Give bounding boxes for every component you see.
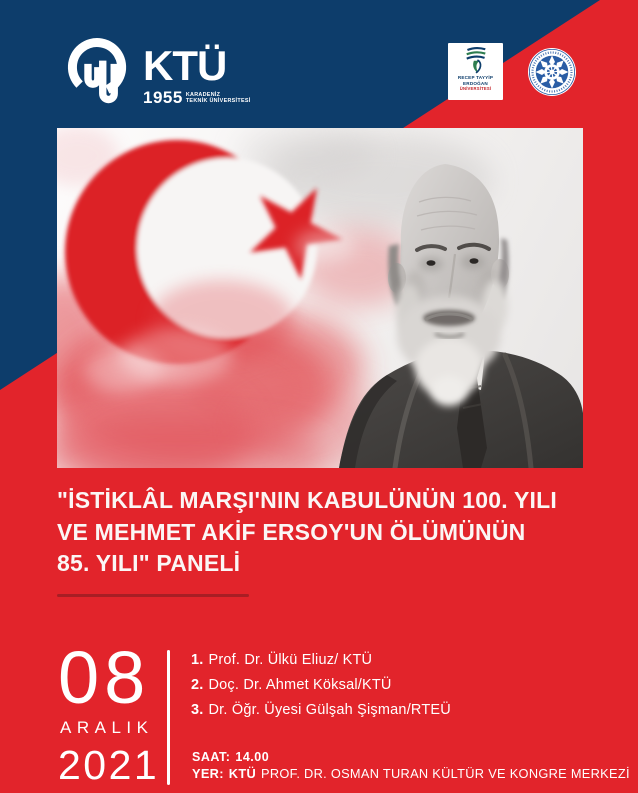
- ktu-university-name: [186, 92, 251, 109]
- speaker-name: Prof. Dr. Ülkü Eliuz/ KTÜ: [208, 652, 373, 668]
- rte-name-line3: ÜNİVERSİTESİ: [459, 86, 492, 92]
- title-divider: [57, 594, 249, 597]
- speaker-item: [191, 648, 451, 673]
- speaker-number: 3.: [191, 702, 204, 718]
- speaker-name: Dr. Öğr. Üyesi Gülşah Şişman/RTEÜ: [208, 702, 451, 718]
- date-separator-line: [167, 650, 170, 785]
- title-line3: 85. YILI" PANELİ: [57, 550, 241, 576]
- speaker-item: [191, 673, 451, 698]
- circular-emblem-logo-icon: [527, 47, 577, 97]
- rte-name-line2: ERDOĞAN: [463, 80, 488, 86]
- speaker-item: [191, 698, 451, 723]
- venue-rest: PROF. DR. OSMAN TURAN KÜLTÜR VE KONGRE MERKEZİ: [260, 766, 630, 781]
- ktu-name-line1: KARADENİZ: [185, 91, 221, 98]
- rte-university-logo: [448, 43, 503, 100]
- speaker-number: 2.: [191, 677, 204, 693]
- speaker-number: 1.: [191, 652, 204, 668]
- ktu-emblem-icon: [56, 36, 138, 118]
- speaker-name: Doç. Dr. Ahmet Köksal/KTÜ: [208, 677, 392, 693]
- ktu-founding-year: 1955: [143, 88, 183, 107]
- hero-art: [57, 128, 583, 468]
- ktu-logo: [56, 36, 251, 118]
- rte-logo-mark-icon: [458, 45, 494, 75]
- event-month: ARALIK: [60, 718, 154, 737]
- speaker-list: [191, 648, 451, 723]
- ktu-logo-text: [143, 36, 251, 118]
- title-line2: VE MEHMET AKİF ERSOY'UN ÖLÜMÜNÜN: [57, 518, 526, 545]
- venue-label: YER:: [192, 766, 224, 781]
- event-title: [57, 485, 577, 580]
- title-line1: "İSTİKLÂL MARŞI'NIN KABULÜNÜN 100. YILI: [57, 487, 557, 513]
- event-time: [192, 750, 269, 764]
- ktu-name-line2: TEKNİK ÜNİVERSİTESİ: [185, 97, 251, 104]
- venue-highlight: KTÜ: [228, 766, 256, 781]
- time-value: 14.00: [235, 750, 270, 764]
- event-day: 08: [58, 636, 151, 719]
- rte-name-line1: RECEP TAYYİP: [457, 75, 494, 80]
- event-venue: [192, 766, 630, 781]
- event-year: 2021: [58, 742, 160, 788]
- ktu-acronym: KTÜ: [143, 42, 227, 89]
- time-label: SAAT:: [192, 750, 231, 764]
- hero-image: [57, 128, 583, 468]
